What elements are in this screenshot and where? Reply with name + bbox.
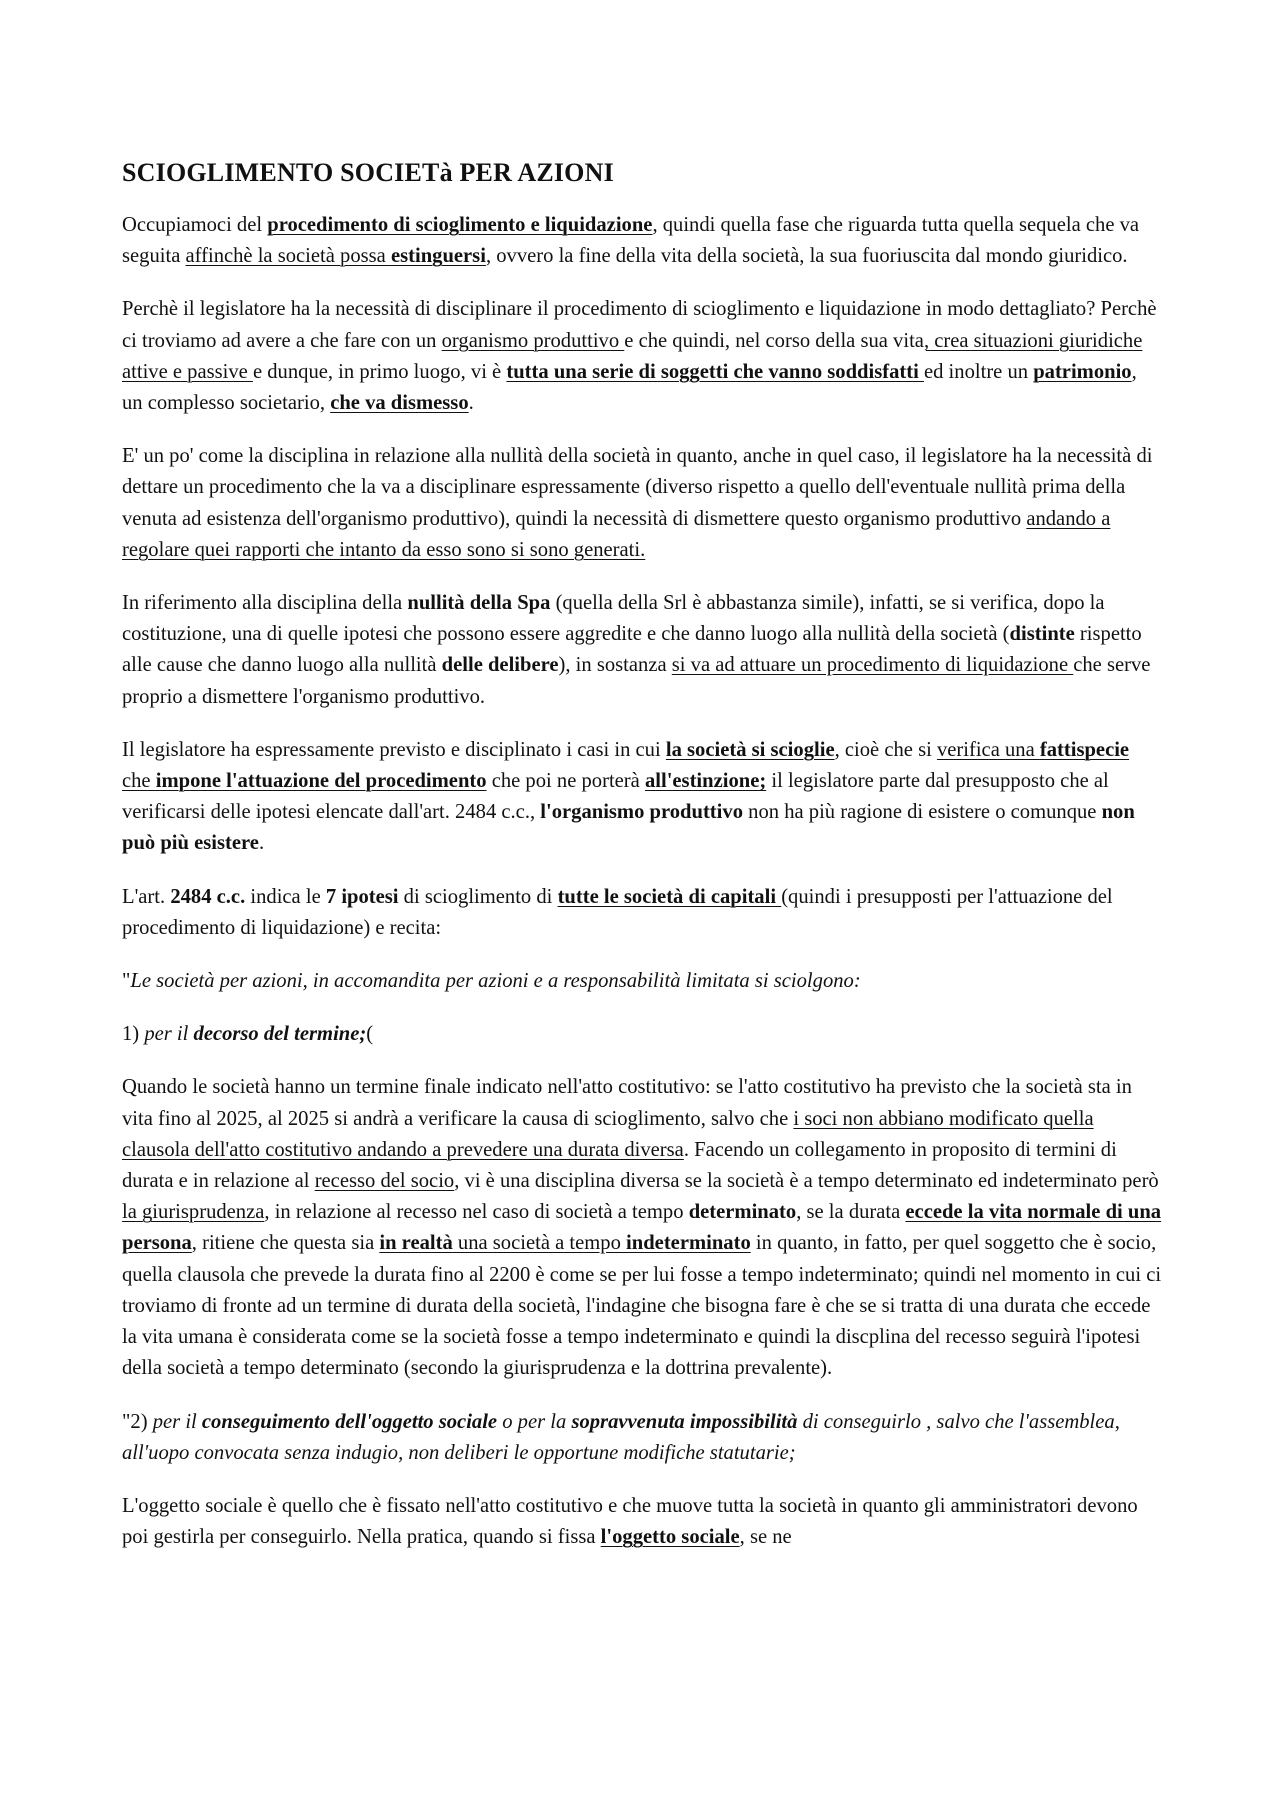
paragraph-spa-nullity — [122, 588, 1162, 713]
text: , cioè che si — [834, 738, 937, 761]
emphasis: 2484 c.c. — [170, 885, 246, 908]
text: di scioglimento di — [398, 885, 558, 908]
text: Occupiamoci del — [122, 214, 268, 236]
text: rispetto alle cause che danno luogo alla nullità — [122, 623, 1142, 677]
emphasis: non può più esistere — [122, 801, 1135, 855]
emphasis: nullità della Spa — [407, 592, 551, 615]
emphasis: in realtà — [379, 1232, 453, 1255]
text: L'oggetto sociale è quello che è fissato nell'atto costitutivo e che muove tutta la società in quanto gli amministratori devono poi gestirla per conseguirlo. Nella pratica, quando si fissa — [122, 1494, 1138, 1549]
text: 1) — [122, 1023, 145, 1046]
emphasis: l'oggetto sociale — [600, 1526, 740, 1549]
text: , se la durata — [796, 1201, 906, 1224]
underlined-text: i soci non abbiano modificato quella clausola dell'atto costitutivo andando a prevedere una durata diversa — [122, 1107, 1094, 1161]
emphasis: tutte le società di capitali — [557, 885, 782, 908]
underlined-text: che — [122, 770, 156, 793]
emphasis: sopravvenuta impossibilità — [571, 1410, 798, 1433]
text: ), in sostanza — [558, 654, 672, 677]
underlined-text: affinchè la società possa — [185, 245, 391, 268]
text: Quando le società hanno un termine finale indicato nell'atto costitutivo: se l'atto costitutivo ha previsto che la società sta in vita fino al 2025, al 2025 si andrà a verificare la causa di scioglimento, salvo che — [122, 1076, 1132, 1130]
emphasis: patrimonio — [1033, 360, 1132, 383]
document-title: SCIOGLIMENTO SOCIETà PER AZIONI — [122, 158, 614, 187]
text: (quindi i presupposti per l'attuazione del procedimento di liquidazione) e recita: — [122, 885, 1113, 939]
text: che poi ne porterà — [486, 770, 645, 793]
paragraph-nullity-comparison — [122, 441, 1162, 566]
text: . — [258, 832, 265, 855]
text: che serve proprio a dismettere l'organismo produttivo. — [122, 654, 1151, 708]
paragraph-art-2484 — [122, 882, 1162, 944]
paragraph-quote-intro — [122, 966, 1162, 997]
text: . — [468, 392, 474, 415]
italic-text: per il — [152, 1410, 202, 1433]
underlined-text: recesso del socio — [314, 1170, 455, 1193]
text: ( — [366, 1023, 374, 1046]
text: , se ne — [739, 1526, 792, 1549]
text: , in relazione al recesso nel caso di società a tempo — [264, 1201, 689, 1224]
text: In riferimento alla disciplina della — [122, 592, 408, 615]
underlined-text: andando a regolare quei rapporti che intanto da esso sono si sono generati. — [122, 507, 1111, 561]
emphasis: che va dismesso — [330, 392, 469, 415]
underlined-text: verifica una — [936, 738, 1040, 761]
paragraph-intro — [122, 210, 1162, 272]
text: , un complesso societario, — [122, 360, 1137, 415]
text: "2) — [122, 1410, 153, 1433]
emphasis: distinte — [1009, 623, 1075, 646]
emphasis: l'organismo produttivo — [540, 801, 743, 824]
text: indica le — [245, 885, 326, 908]
text: E' un po' come la disciplina in relazione alla nullità della società in quanto, anche in quel caso, il legislatore ha la necessità di dettare un procedimento che la va a disciplinare espressamente (diverso rispetto a quello dell'eventuale nullità prima della venuta ad esistenza dell'organismo produttivo), quindi la necessità di dismettere questo organismo produttivo — [122, 445, 1153, 530]
italic-text: per il — [144, 1023, 194, 1046]
emphasis: 7 ipotesi — [325, 885, 399, 908]
italic-text: Le società per azioni, in accomandita per azioni e a responsabilità limitata si sciolgono: — [130, 970, 861, 993]
emphasis: la società si scioglie — [665, 738, 835, 761]
text: non ha più ragione di esistere o comunque — [743, 801, 1102, 824]
emphasis: decorso del termine; — [193, 1023, 367, 1046]
emphasis: delle delibere — [441, 654, 559, 677]
underlined-text: una società a tempo — [452, 1232, 627, 1255]
text: . Facendo un collegamento in proposito di termini di durata e in relazione al — [122, 1138, 1117, 1193]
paragraph-item-1 — [122, 1019, 1162, 1050]
emphasis: determinato — [688, 1201, 797, 1224]
text: e dunque, in primo luogo, vi è — [252, 360, 507, 383]
emphasis: tutta una serie di soggetti che vanno soddisfatti — [506, 360, 924, 383]
emphasis: impone l'attuazione del procedimento — [155, 770, 487, 793]
paragraph-item-2 — [122, 1407, 1162, 1469]
italic-text: di conseguirlo , salvo che l'assemblea, all'uopo convocata senza indugio, non deliberi le opportune modifiche statutarie; — [122, 1410, 1120, 1464]
underlined-text: la giurisprudenza — [122, 1201, 265, 1224]
text: , ovvero la fine della vita della società, la sua fuoriuscita dal mondo giuridico. — [485, 245, 1128, 268]
emphasis: eccede la vita normale di una persona — [122, 1201, 1162, 1255]
paragraph-why — [122, 294, 1162, 419]
emphasis: indeterminato — [626, 1232, 751, 1255]
paragraph-term-explanation — [122, 1072, 1162, 1384]
text: il legislatore parte dal presupposto che al verificarsi delle ipotesi elencate dall'art. 2484 c.c., — [122, 770, 1109, 824]
emphasis: all'estinzione; — [644, 770, 767, 793]
emphasis: fattispecie — [1039, 738, 1130, 761]
text: (quella della Srl è abbastanza simile), infatti, se si verifica, dopo la costituzione, una di quelle ipotesi che possono essere aggredite e che danno luogo alla nullità della società ( — [122, 592, 1105, 646]
emphasis: estinguersi — [390, 245, 486, 268]
underlined-text: organismo produttivo — [441, 329, 625, 352]
text: , vi è una disciplina diversa se la società è a tempo determinato ed indeterminato però — [454, 1170, 1159, 1193]
emphasis: procedimento di scioglimento e liquidazione — [267, 214, 653, 236]
text: L'art. — [122, 885, 171, 908]
italic-text: o per la — [497, 1410, 572, 1433]
text: in quanto, in fatto, per quel soggetto che è socio, quella clausola che prevede la durata fino al 2200 è come se per lui fosse a tempo indeterminato; quindi nel momento in cui ci troviamo di fronte ad un termine di durata della società, l'indagine che bisogna fare è che se si tratta di una durata che eccede la vita umana è considerata come se la società fosse a tempo indeterminato e quindi la discplina del recesso seguirà l'ipotesi della società a tempo determinato (secondo la giurisprudenza e la dottrina prevalente). — [122, 1232, 1162, 1380]
text: Perchè il legislatore ha la necessità di disciplinare il procedimento di scioglimento e liquidazione in modo dettagliato? Perchè ci troviamo ad avere a che fare con un — [122, 298, 1157, 352]
text: Il legislatore ha espressamente previsto e disciplinato i casi in cui — [122, 738, 666, 761]
text: e che quindi, nel corso della sua vita — [624, 329, 924, 352]
text: , ritiene che questa sia — [191, 1232, 380, 1255]
emphasis: conseguimento dell'oggetto sociale — [201, 1410, 498, 1433]
paragraph-object-explanation — [122, 1491, 1162, 1553]
text: ed inoltre un — [923, 360, 1034, 383]
underlined-text: , crea situazioni giuridiche attive e passive — [122, 329, 1143, 383]
underlined-text: si va ad attuare un procedimento di liquidazione — [671, 654, 1074, 677]
paragraph-dissolution-cases — [122, 735, 1162, 860]
text: , quindi quella fase che riguarda tutta quella sequela che va seguita — [122, 214, 1140, 268]
text: " — [122, 970, 131, 993]
